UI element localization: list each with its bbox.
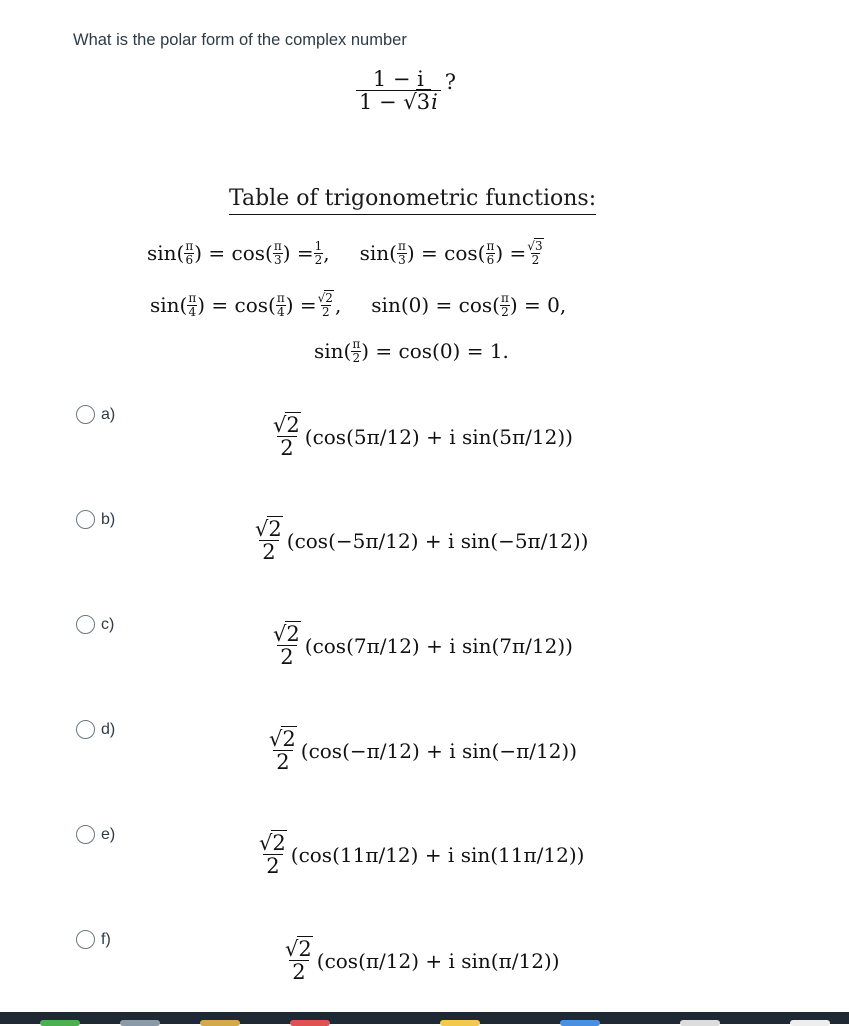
trig-text: ) =: [495, 241, 527, 266]
pi-over-3: [397, 240, 407, 266]
answer-b-expression: [252, 518, 588, 563]
frac-num: π: [188, 291, 197, 305]
expression-numerator: 1 − i: [372, 67, 424, 91]
radicand: 2: [298, 937, 312, 961]
answer-text: (cos(π/12) + i sin(π/12)): [316, 948, 560, 973]
trig-text: ) = cos(: [406, 241, 486, 266]
trig-text: sin(: [147, 241, 185, 266]
answer-d-expression: [266, 728, 577, 773]
frac-num: π: [273, 239, 282, 253]
option-d[interactable]: [76, 720, 115, 739]
trig-text: ) = cos(0) = 1.: [361, 339, 509, 364]
coef-den: 2: [289, 960, 308, 983]
radicand: 3: [534, 239, 543, 253]
answer-f-expression: [282, 938, 560, 983]
complex-expression: [356, 68, 456, 113]
den-prefix: 1 −: [359, 90, 404, 115]
coef-num: √2: [273, 413, 300, 437]
taskbar-app-icon[interactable]: [560, 1020, 600, 1026]
option-f[interactable]: [76, 930, 111, 949]
answer-text: (cos(−π/12) + i sin(−π/12)): [300, 738, 578, 763]
frac-den: 4: [276, 304, 285, 319]
radio-button-f[interactable]: [76, 930, 95, 949]
pi-over-2: [351, 338, 361, 364]
taskbar-app-icon[interactable]: [200, 1020, 240, 1026]
radio-button-d[interactable]: [76, 720, 95, 739]
frac-num: π: [397, 239, 406, 253]
frac-den: 2: [352, 350, 361, 365]
option-label: c): [101, 615, 115, 633]
answer-text: (cos(5π/12) + i sin(5π/12)): [304, 424, 573, 449]
coef-num: √2: [255, 517, 282, 541]
pi-over-4: [187, 292, 197, 318]
frac-num: π: [486, 239, 495, 253]
coef-num: √2: [273, 622, 300, 646]
pi-over-4: [276, 292, 286, 318]
frac-num: π: [185, 239, 194, 253]
sqrt-symbol: √3: [403, 90, 431, 115]
den-suffix: i: [431, 90, 438, 115]
question-text: What is the polar form of the complex number: [73, 31, 407, 49]
option-a[interactable]: [76, 405, 115, 424]
sqrt2-over-2: [270, 623, 304, 668]
frac-num: 1: [314, 239, 323, 253]
trig-text: ) = cos(: [194, 241, 273, 266]
pi-over-2: [500, 292, 510, 318]
coef-den: 2: [273, 750, 292, 773]
taskbar-app-icon[interactable]: [440, 1020, 480, 1026]
option-c[interactable]: [76, 615, 114, 634]
radicand: 2: [325, 291, 333, 305]
radio-button-e[interactable]: [76, 825, 95, 844]
sqrt2-over-2: [282, 938, 316, 983]
radicand: 2: [268, 517, 282, 541]
option-label: b): [101, 510, 116, 528]
frac-den: 6: [185, 252, 194, 267]
frac-den: 4: [188, 304, 197, 319]
coef-den: 2: [263, 854, 282, 877]
option-label: d): [101, 720, 116, 738]
option-label: a): [101, 405, 116, 423]
one-half: [314, 240, 324, 266]
taskbar-app-icon[interactable]: [790, 1020, 830, 1026]
coef-den: 2: [277, 645, 296, 668]
trig-text: sin(0) = cos(: [371, 293, 500, 318]
trig-text: sin(: [359, 241, 397, 266]
frac-num: √3: [527, 239, 543, 253]
taskbar-app-icon[interactable]: [120, 1020, 160, 1026]
coef-den: 2: [259, 540, 278, 563]
taskbar-app-icon[interactable]: [290, 1020, 330, 1026]
option-e[interactable]: [76, 825, 115, 844]
frac-den: 2: [531, 252, 540, 267]
radio-button-c[interactable]: [76, 615, 95, 634]
radicand: 2: [272, 831, 286, 855]
coef-num: √2: [259, 831, 286, 855]
frac-num: π: [500, 291, 509, 305]
radicand: 2: [282, 727, 296, 751]
sqrt2-over-2: [270, 414, 304, 459]
trig-text: ) = cos(: [197, 293, 276, 318]
sqrt2-over-2: [266, 728, 300, 773]
frac-den: 3: [398, 252, 406, 267]
answer-a-expression: [270, 414, 573, 459]
trig-text: ) =: [285, 293, 317, 318]
coef-num: √2: [285, 937, 312, 961]
trig-row-1: [147, 240, 545, 266]
pi-over-3: [273, 240, 283, 266]
sqrt3-over-2: [526, 240, 544, 266]
radio-button-b[interactable]: [76, 510, 95, 529]
taskbar-app-icon[interactable]: [680, 1020, 720, 1026]
coef-den: 2: [277, 436, 296, 459]
frac-num: π: [276, 291, 285, 305]
coef-num: √2: [269, 727, 296, 751]
table-title: Table of trigonometric functions:: [229, 186, 596, 215]
trig-text: ,: [323, 241, 330, 266]
sqrt2-over-2: [252, 518, 286, 563]
question-mark: ?: [444, 69, 457, 94]
answer-text: (cos(11π/12) + i sin(11π/12)): [290, 842, 585, 867]
radicand: 2: [286, 622, 300, 646]
pi-over-6: [485, 240, 495, 266]
answer-text: (cos(−5π/12) + i sin(−5π/12)): [286, 528, 589, 553]
frac-den: 3: [273, 252, 282, 267]
radio-button-a[interactable]: [76, 405, 95, 424]
frac-den: 2: [314, 252, 323, 267]
sqrt2-over-2: [317, 292, 335, 318]
trig-row-2: [150, 292, 566, 318]
expression-fraction: [356, 68, 441, 113]
radicand: 2: [286, 413, 300, 437]
pi-over-6: [184, 240, 194, 266]
sqrt2-over-2: [256, 832, 290, 877]
expression-denominator: [356, 90, 441, 113]
answer-text: (cos(7π/12) + i sin(7π/12)): [304, 633, 573, 658]
answer-c-expression: [270, 623, 573, 668]
taskbar-app-icon[interactable]: [40, 1020, 80, 1026]
frac-num: π: [352, 337, 361, 351]
answer-e-expression: [256, 832, 584, 877]
trig-row-3: [314, 338, 509, 364]
frac-den: 6: [486, 252, 495, 267]
option-label: f): [101, 930, 111, 948]
trig-text: sin(: [314, 339, 352, 364]
option-b[interactable]: [76, 510, 115, 529]
frac-den: 2: [321, 304, 330, 319]
den-radicand: 3: [416, 90, 431, 115]
option-label: e): [101, 825, 116, 843]
trig-text: ) = 0,: [509, 293, 567, 318]
trig-text: ) =: [282, 241, 314, 266]
trig-text: ,: [334, 293, 342, 318]
trig-text: sin(: [150, 293, 188, 318]
frac-den: 2: [501, 304, 509, 319]
frac-num: √2: [317, 291, 333, 305]
